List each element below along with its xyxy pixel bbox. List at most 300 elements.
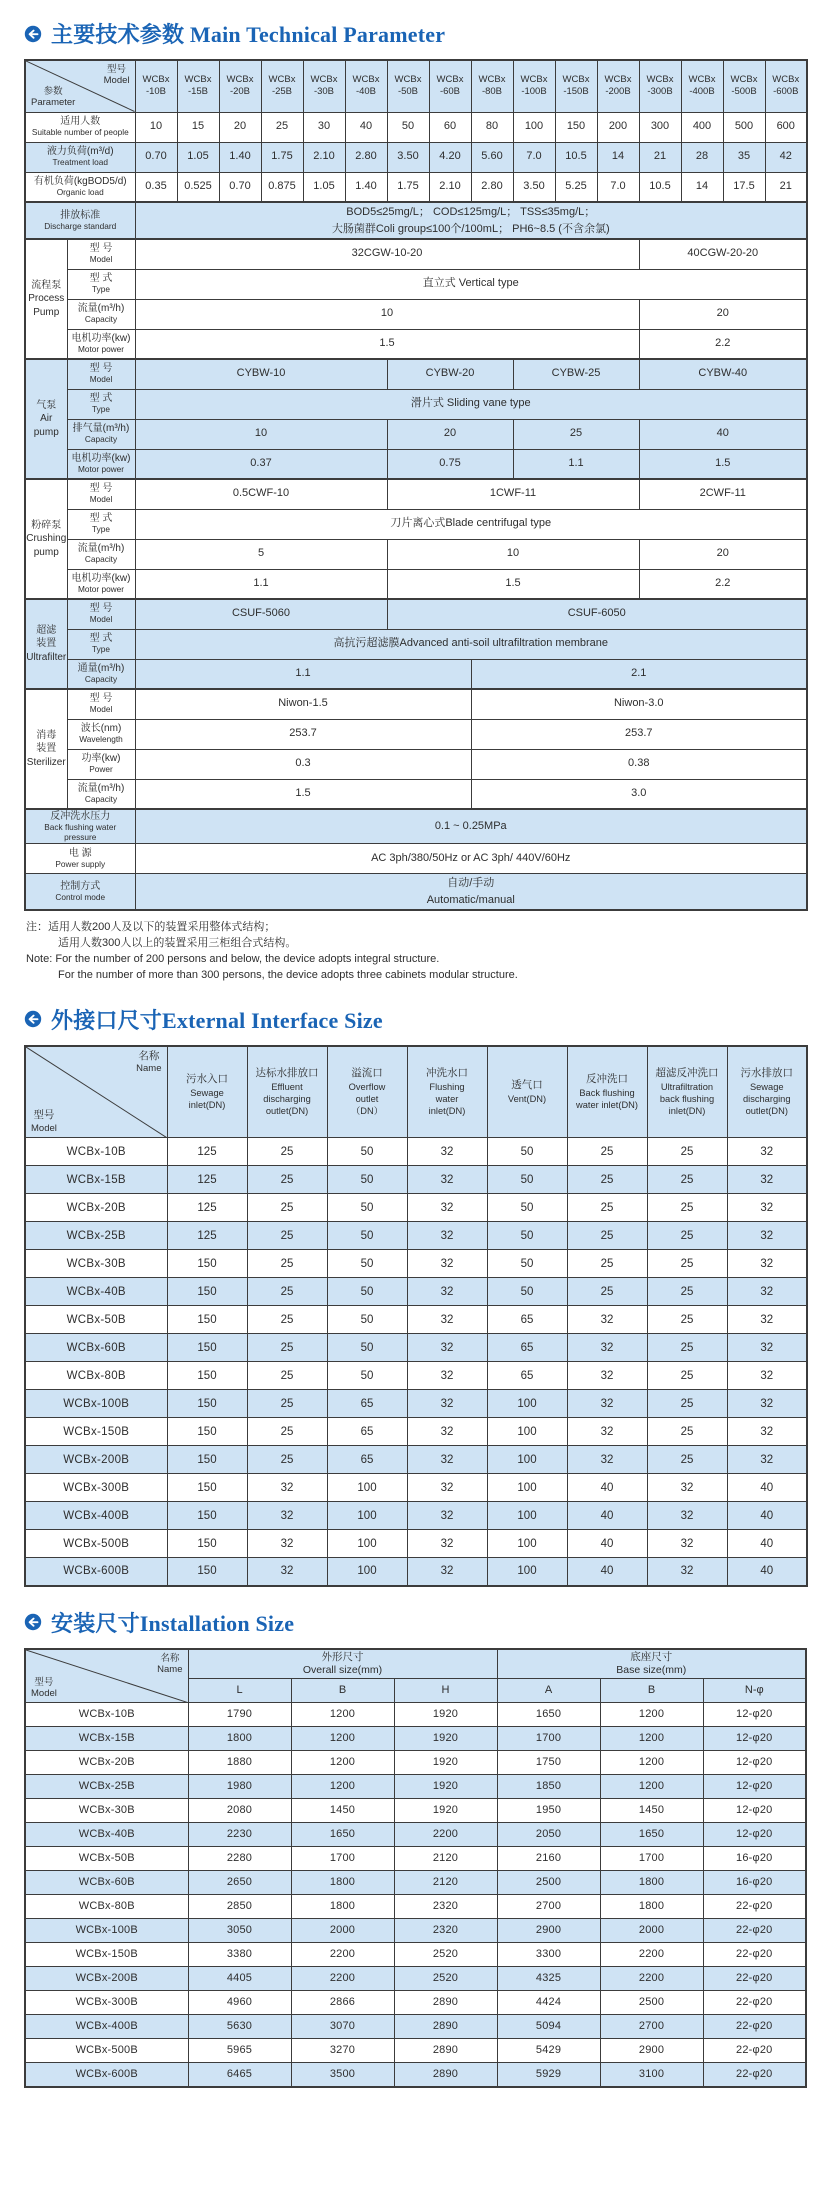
text-line: 消毒: [36, 729, 57, 741]
table-cell: 2160: [497, 1847, 600, 1871]
table-cell: 50: [327, 1278, 407, 1306]
row-label: [67, 569, 135, 599]
text-line: 参数: [43, 85, 63, 97]
row-label: [67, 239, 135, 269]
text-line: Effluent: [271, 1082, 303, 1093]
row-label: [67, 689, 135, 719]
table-row: [25, 1390, 807, 1418]
table-cell: 1.05: [177, 142, 219, 172]
table-row: [25, 599, 807, 629]
table-cell: 50: [487, 1278, 567, 1306]
model-cell: WCBx-600B: [25, 2063, 188, 2087]
table-cell: CYBW-25: [513, 359, 639, 389]
table-cell: 40: [727, 1502, 807, 1530]
table-row: [25, 1194, 807, 1222]
text-line: 污水入口: [186, 1072, 228, 1085]
table-cell: 10.5: [639, 172, 681, 202]
table-cell: 1650: [291, 1823, 394, 1847]
table-cell: 3270: [291, 2039, 394, 2063]
table-cell: 42: [765, 142, 807, 172]
table-cell: 2700: [600, 2015, 703, 2039]
table-cell: 50: [487, 1250, 567, 1278]
text-line: Flushing: [429, 1082, 465, 1093]
table-cell: 10.5: [555, 142, 597, 172]
table-cell: 100: [487, 1474, 567, 1502]
table-cell: 150: [167, 1474, 247, 1502]
table-cell: 32: [407, 1166, 487, 1194]
table-cell: 2890: [394, 2039, 497, 2063]
column-header: WCBx -25B: [261, 60, 303, 112]
row-label-en: Model: [89, 704, 113, 715]
table-cell: 高抗污超滤膜Advanced anti-soil ultrafiltration membrane: [135, 629, 807, 659]
model-cell: WCBx-600B: [25, 1558, 167, 1586]
table-cell: 40: [345, 112, 387, 142]
table-cell: 1920: [394, 1775, 497, 1799]
main-parameter-table: [24, 59, 808, 911]
table-cell: 1920: [394, 1703, 497, 1727]
row-label-en: Back flushing water pressure: [44, 822, 117, 842]
table-row: [25, 1799, 806, 1823]
table-row: [25, 2015, 806, 2039]
table-cell: 4325: [497, 1967, 600, 1991]
row-label-zh: 型 号: [89, 243, 113, 255]
table-cell: 500: [723, 112, 765, 142]
table-cell: 4960: [188, 1991, 291, 2015]
model-cell: WCBx-400B: [25, 1502, 167, 1530]
table-cell: 2.2: [639, 329, 807, 359]
table-cell: 25: [647, 1418, 727, 1446]
table-cell: 600: [765, 112, 807, 142]
table-cell: 1.5: [639, 449, 807, 479]
table-cell: 3050: [188, 1919, 291, 1943]
table-cell: 2320: [394, 1919, 497, 1943]
model-cell: WCBx-60B: [25, 1871, 188, 1895]
row-label: [67, 599, 135, 629]
table-cell: 25: [647, 1222, 727, 1250]
table-row: [25, 629, 807, 659]
model-cell: WCBx-25B: [25, 1775, 188, 1799]
row-label-en: Power supply: [55, 858, 106, 869]
model-cell: WCBx-30B: [25, 1250, 167, 1278]
table-cell: 1790: [188, 1703, 291, 1727]
table-row: [25, 1991, 806, 2015]
table-cell: 1920: [394, 1751, 497, 1775]
table-row: [25, 569, 807, 599]
row-label: [67, 779, 135, 809]
row-label-en: Motor power: [77, 583, 125, 594]
table-cell: 150: [167, 1362, 247, 1390]
table-cell: 40: [727, 1558, 807, 1586]
note-line: 注：适用人数200人及以下的装置采用整体式结构；: [26, 921, 276, 934]
table-cell: 150: [555, 112, 597, 142]
text-line: inlet(DN): [428, 1106, 466, 1117]
table-cell: 2650: [188, 1871, 291, 1895]
corner-label-bottom: [31, 1109, 57, 1134]
row-label-zh: 反冲洗水压力: [50, 811, 111, 822]
row-label-zh: 型 式: [89, 513, 113, 525]
table-cell: 1.5: [135, 779, 471, 809]
table-cell: 50: [327, 1362, 407, 1390]
model-cell: WCBx-300B: [25, 1474, 167, 1502]
table-cell: 25: [247, 1166, 327, 1194]
row-label-zh: 有机负荷(kgBOD5/d): [33, 175, 127, 187]
group-column-header: [497, 1649, 806, 1679]
text-line: 流程泵: [31, 279, 62, 291]
table-cell: 1.1: [135, 659, 471, 689]
section-title: 主要技术参数 Main Technical Parameter: [51, 22, 446, 47]
table-cell: 32: [407, 1446, 487, 1474]
table-row: [25, 112, 807, 142]
table-cell: 32: [407, 1362, 487, 1390]
table-cell: 2.80: [471, 172, 513, 202]
table-cell: 2900: [497, 1919, 600, 1943]
row-label-zh: 型 号: [89, 603, 113, 615]
row-label-zh: 排气量(m³/h): [72, 423, 130, 435]
table-cell: 7.0: [597, 172, 639, 202]
table-row: [25, 1919, 806, 1943]
table-cell: 25: [567, 1194, 647, 1222]
table-cell: 5.25: [555, 172, 597, 202]
text-line: Sterilizer: [26, 756, 66, 768]
table-cell: 25: [647, 1250, 727, 1278]
table-cell: 22-φ20: [703, 1895, 806, 1919]
table-cell: 25: [647, 1194, 727, 1222]
column-header: WCBx -20B: [219, 60, 261, 112]
model-cell: WCBx-400B: [25, 2015, 188, 2039]
table-cell: 125: [167, 1222, 247, 1250]
table-cell: 1200: [291, 1751, 394, 1775]
table-cell: 1800: [600, 1895, 703, 1919]
table-cell: 32: [567, 1334, 647, 1362]
table-cell: 32: [727, 1306, 807, 1334]
column-header: WCBx -80B: [471, 60, 513, 112]
row-label: [25, 809, 135, 844]
table-cell: 65: [487, 1362, 567, 1390]
row-label-zh: 型 式: [89, 273, 113, 285]
table-row: [25, 779, 807, 809]
table-row: [25, 1418, 807, 1446]
row-label-en: Capacity: [84, 434, 118, 445]
installation-size-table: [24, 1648, 807, 2088]
table-cell: 1800: [291, 1871, 394, 1895]
row-label-en: Control mode: [55, 891, 106, 902]
model-cell: WCBx-200B: [25, 1967, 188, 1991]
row-label-en: Capacity: [84, 314, 118, 325]
table-cell: 21: [765, 172, 807, 202]
table-cell: 25: [647, 1138, 727, 1166]
table-cell: 50: [327, 1194, 407, 1222]
table-cell: 2280: [188, 1847, 291, 1871]
table-cell: 0.70: [135, 142, 177, 172]
text-line: water inlet(DN): [576, 1100, 638, 1111]
corner-label-top: [104, 64, 130, 87]
text-line: Base size(mm): [616, 1664, 687, 1677]
table-cell: 20: [639, 539, 807, 569]
table-cell: 2230: [188, 1823, 291, 1847]
table-cell: 20: [639, 299, 807, 329]
table-cell: 2900: [600, 2039, 703, 2063]
model-cell: WCBx-15B: [25, 1727, 188, 1751]
table-cell: 40: [567, 1530, 647, 1558]
text-line: 超滤: [36, 624, 57, 636]
table-row: [25, 172, 807, 202]
table-cell: 25: [247, 1306, 327, 1334]
table-cell: [135, 874, 807, 911]
table-cell: 1200: [291, 1775, 394, 1799]
table-cell: 32: [407, 1278, 487, 1306]
table-cell: 80: [471, 112, 513, 142]
row-label-zh: 流量(m³/h): [77, 303, 125, 315]
table-row: [25, 1727, 806, 1751]
text-line: Name: [136, 1063, 162, 1075]
section-title: 安装尺寸Installation Size: [51, 1610, 295, 1636]
table-row: [25, 359, 807, 389]
text-line: Name: [157, 1664, 183, 1676]
table-cell: 1450: [600, 1799, 703, 1823]
table-cell: 40CGW-20-20: [639, 239, 807, 269]
table-row: [25, 1823, 806, 1847]
text-line: Sewage: [190, 1088, 224, 1099]
note-line: 适用人数300人以上的装置采用三柜组合式结构。: [58, 937, 297, 949]
table-cell: 1750: [497, 1751, 600, 1775]
group-label: [25, 239, 67, 359]
row-label: [67, 719, 135, 749]
table-cell: 0.75: [387, 449, 513, 479]
table-row: [25, 1871, 806, 1895]
table-cell: 25: [247, 1138, 327, 1166]
table-cell: 25: [567, 1222, 647, 1250]
row-label-en: Organic load: [56, 186, 104, 197]
table-row: [25, 239, 807, 269]
column-header: [727, 1046, 807, 1138]
table-cell: 40: [639, 419, 807, 449]
table-cell: 1920: [394, 1799, 497, 1823]
table-cell: 12-φ20: [703, 1703, 806, 1727]
model-cell: WCBx-20B: [25, 1751, 188, 1775]
text-line: discharging: [742, 1094, 791, 1105]
table-cell: 100: [487, 1446, 567, 1474]
table-cell: 17.5: [723, 172, 765, 202]
table-cell: 14: [597, 142, 639, 172]
table-cell: 32: [647, 1502, 727, 1530]
table-cell: 32: [407, 1418, 487, 1446]
row-label: [67, 479, 135, 509]
table-cell: 40: [727, 1474, 807, 1502]
table-cell: 5.60: [471, 142, 513, 172]
table-row: [25, 1703, 806, 1727]
column-header: [167, 1046, 247, 1138]
table-cell: 25: [567, 1166, 647, 1194]
table-row: [25, 1943, 806, 1967]
table-cell: 1.75: [387, 172, 429, 202]
table-cell: 1.1: [513, 449, 639, 479]
table-row: [25, 419, 807, 449]
table-cell: 4.20: [429, 142, 471, 172]
text-line: Sewage: [749, 1082, 784, 1093]
row-label: [25, 844, 135, 874]
table-cell: 32: [647, 1530, 727, 1558]
row-label-zh: 电机功率(kw): [71, 452, 131, 464]
table-cell: 12-φ20: [703, 1775, 806, 1799]
text-line: Automatic/manual: [426, 893, 515, 906]
row-label-zh: 流量(m³/h): [77, 543, 125, 555]
table-cell: 32: [727, 1362, 807, 1390]
text-line: 气泵: [36, 399, 57, 411]
table-cell: 1700: [497, 1727, 600, 1751]
text-line: Vent(DN): [507, 1094, 547, 1105]
table-row: [25, 1775, 806, 1799]
table-cell: 0.70: [219, 172, 261, 202]
table-cell: CSUF-5060: [135, 599, 387, 629]
table-cell: 25: [247, 1278, 327, 1306]
model-cell: WCBx-80B: [25, 1895, 188, 1919]
table-cell: 35: [723, 142, 765, 172]
column-header: WCBx -150B: [555, 60, 597, 112]
table-cell: 32: [407, 1194, 487, 1222]
column-header: WCBx -100B: [513, 60, 555, 112]
table-cell: 1980: [188, 1775, 291, 1799]
table-cell: 2CWF-11: [639, 479, 807, 509]
table-cell: 50: [327, 1166, 407, 1194]
table-row: [25, 719, 807, 749]
table-row: [25, 509, 807, 539]
table-cell: 1.75: [261, 142, 303, 172]
row-label-zh: 功率(kw): [81, 753, 121, 765]
table-cell: 25: [647, 1334, 727, 1362]
group-label: [25, 599, 67, 689]
text-line: Parameter: [31, 97, 76, 109]
table-cell: 50: [327, 1334, 407, 1362]
text-line: pump: [33, 546, 59, 558]
table-cell: 20: [219, 112, 261, 142]
table-cell: 滑片式 Sliding vane type: [135, 389, 807, 419]
text-line: 污水排放口: [740, 1066, 793, 1079]
table-cell: 32: [247, 1502, 327, 1530]
table-cell: 50: [487, 1166, 567, 1194]
table-cell: 150: [167, 1530, 247, 1558]
row-label: [67, 419, 135, 449]
table-cell: 2520: [394, 1967, 497, 1991]
column-header: [567, 1046, 647, 1138]
text-line: Process: [28, 293, 65, 305]
note-line: Note: For the number of 200 persons and below, the device adopts integral structure.: [26, 952, 440, 965]
row-label-en: Type: [92, 284, 110, 295]
table-cell: 1200: [600, 1703, 703, 1727]
row-label: [67, 509, 135, 539]
text-line: outlet(DN): [265, 1106, 309, 1117]
model-cell: WCBx-15B: [25, 1166, 167, 1194]
model-cell: WCBx-300B: [25, 1991, 188, 2015]
model-cell: WCBx-80B: [25, 1362, 167, 1390]
table-cell: 1700: [600, 1847, 703, 1871]
table-row: [25, 1967, 806, 1991]
model-cell: WCBx-30B: [25, 1799, 188, 1823]
table-cell: 65: [327, 1390, 407, 1418]
table-cell: 125: [167, 1194, 247, 1222]
group-label: [25, 689, 67, 809]
table-cell: 32: [407, 1558, 487, 1586]
column-header: WCBx -500B: [723, 60, 765, 112]
corner-label-top: [136, 1050, 161, 1075]
model-cell: WCBx-500B: [25, 1530, 167, 1558]
table-cell: 40: [567, 1474, 647, 1502]
column-header: WCBx -400B: [681, 60, 723, 112]
text-line: inlet(DN): [188, 1100, 226, 1111]
column-header: [647, 1046, 727, 1138]
model-cell: WCBx-25B: [25, 1222, 167, 1250]
column-header: B: [291, 1679, 394, 1703]
table-row: [25, 2063, 806, 2087]
table-cell: 32: [567, 1362, 647, 1390]
table-cell: 32: [727, 1418, 807, 1446]
table-row: [25, 1502, 807, 1530]
table-cell: 32: [727, 1278, 807, 1306]
table-cell: 1850: [497, 1775, 600, 1799]
table-cell: 2.80: [345, 142, 387, 172]
table-cell: 150: [167, 1390, 247, 1418]
header-row: [25, 60, 807, 112]
table-cell: CYBW-40: [639, 359, 807, 389]
row-label-en: Treatment load: [52, 157, 108, 168]
row-label-en: Wavelength: [79, 734, 123, 745]
corner-label-bottom: [31, 86, 75, 109]
table-cell: 0.525: [177, 172, 219, 202]
table-cell: 40: [567, 1502, 647, 1530]
table-cell: 0.38: [471, 749, 807, 779]
table-cell: 25: [567, 1278, 647, 1306]
row-label-zh: 型 号: [89, 483, 113, 495]
table-cell: 100: [487, 1390, 567, 1418]
table-cell: 1950: [497, 1799, 600, 1823]
text-line: Back flushing: [579, 1088, 635, 1099]
row-label: [67, 539, 135, 569]
table-cell: 32: [727, 1222, 807, 1250]
table-cell: 32: [567, 1446, 647, 1474]
row-label-en: Model: [89, 614, 113, 625]
table-cell: 32: [727, 1166, 807, 1194]
table-cell: 32: [407, 1530, 487, 1558]
table-cell: 3.0: [471, 779, 807, 809]
table-cell: 100: [327, 1530, 407, 1558]
table-cell: 50: [387, 112, 429, 142]
table-cell: 100: [487, 1530, 567, 1558]
table-cell: 0.5CWF-10: [135, 479, 387, 509]
text-line: 达标水排放口: [255, 1066, 319, 1079]
group-label: [25, 479, 67, 599]
table-cell: 32: [647, 1558, 727, 1586]
row-label-zh: 电机功率(kw): [71, 332, 131, 344]
text-line: 粉碎泵: [31, 519, 62, 531]
group-label: [25, 359, 67, 479]
table-row: [25, 1446, 807, 1474]
row-label-zh: 电机功率(kw): [71, 572, 131, 584]
table-cell: 5429: [497, 2039, 600, 2063]
table-cell: 2850: [188, 1895, 291, 1919]
table-cell: 1CWF-11: [387, 479, 639, 509]
table-cell: 14: [681, 172, 723, 202]
text-line: 名称: [138, 1049, 160, 1062]
table-cell: 32: [247, 1530, 327, 1558]
section-header-installation-size: [24, 1607, 806, 1638]
text-line: （DN）: [350, 1106, 384, 1117]
row-label-en: Discharge standard: [44, 220, 117, 231]
table-cell: 2080: [188, 1799, 291, 1823]
table-cell: 2.10: [303, 142, 345, 172]
table-cell: 25: [247, 1250, 327, 1278]
column-header: B: [600, 1679, 703, 1703]
column-header: WCBx -200B: [597, 60, 639, 112]
table-cell: 100: [513, 112, 555, 142]
